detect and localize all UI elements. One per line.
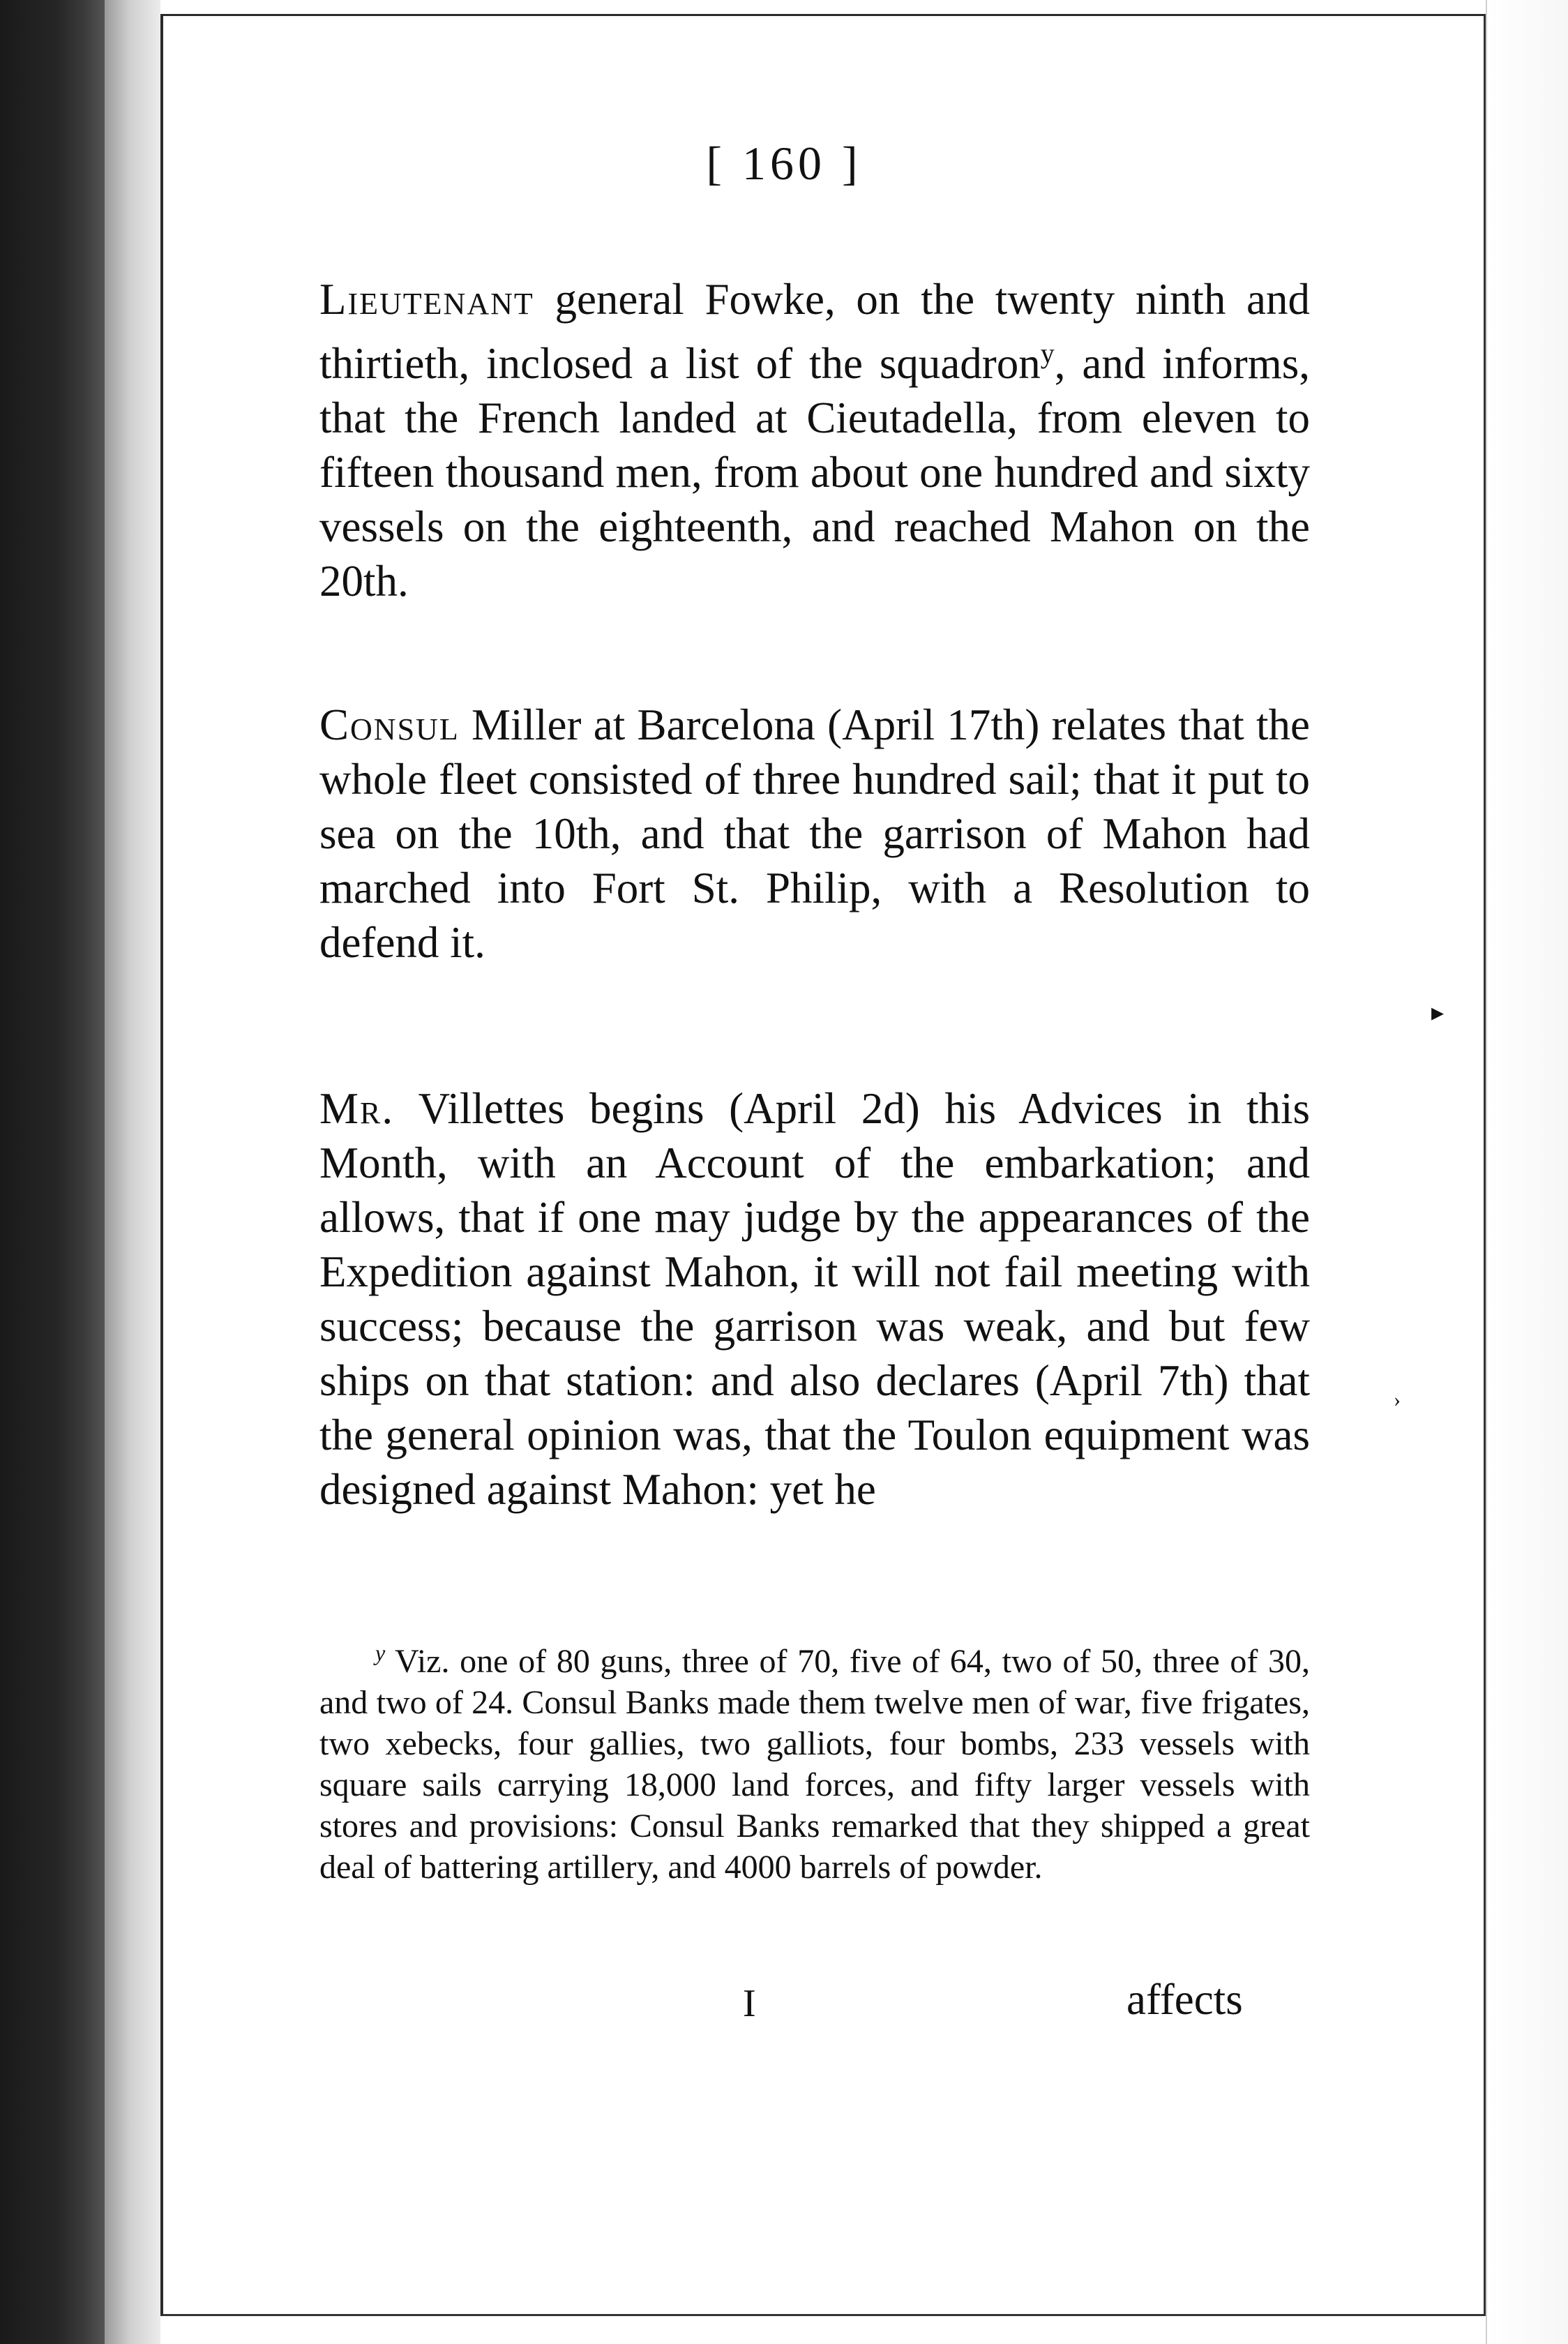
signature-mark: I bbox=[743, 1982, 756, 2025]
paragraph-lead: Mr. bbox=[319, 1084, 395, 1133]
facing-page-edge bbox=[1486, 0, 1568, 2344]
paragraph-text: Villettes begins (April 2d) his Advices in this Month, with an Account of the embarkation; and allows, that if one may judge by the appearances of the Expedition against Mahon, it will not fail meeting with success; because the garrison was weak, and but few ships on that station: and also declares (April 7th) that the general opinion was, that the Toulon equipment was designed against Mahon: yet he bbox=[319, 1084, 1310, 1514]
margin-tick-icon: › bbox=[1394, 1388, 1401, 1411]
paragraph-lead: Lieutenant bbox=[319, 275, 534, 324]
footnote-text: Viz. one of 80 guns, three of 70, five of 64, two of 50, three of 30, and two of 24. Consul Banks made them twelve men of war, five frigates, two xebecks, four gallies, two galliots, four bombs, 233 vessels with square sails carrying 18,000 land forces, and fifty larger vessels with stores and provisions: Consul Banks remarked that they shipped a great deal of battering artillery, and 4000 barrels of powder. bbox=[319, 1643, 1311, 1886]
paragraph-text: general Fowke, on the twenty ninth and thirtieth, inclosed a list of the squadron bbox=[319, 275, 1310, 388]
footnote bbox=[319, 1632, 1310, 1888]
catchword: affects bbox=[1126, 1975, 1243, 2024]
paragraph-villettes bbox=[319, 1081, 1310, 1517]
page-number-header: [ 160 ] bbox=[706, 137, 862, 190]
scan-binding-edge bbox=[0, 0, 105, 2344]
paragraph-text: Miller at Barcelona (April 17th) relates that the whole fleet consisted of three hundred sail; that it put to sea on the 10th, and that the garrison of Mahon had marched into Fort St. Philip, with a Resolution to defend it. bbox=[319, 700, 1310, 967]
paragraph-text-continued: , and informs, that the French landed at Cieutadella, from eleven to fifteen thousand men, from about one hundred and sixty vessels on the eighteenth, and reached Mahon on the 20th. bbox=[319, 339, 1310, 606]
scan-binding-shadow bbox=[105, 0, 160, 2344]
paragraph-lead: Consul bbox=[319, 700, 460, 749]
paragraph-fowke bbox=[319, 272, 1310, 608]
footnote-reference: y bbox=[1040, 338, 1055, 369]
paragraph-miller bbox=[319, 698, 1310, 970]
margin-arrow-icon: ▸ bbox=[1431, 998, 1445, 1026]
footnote-mark: y bbox=[375, 1640, 386, 1665]
